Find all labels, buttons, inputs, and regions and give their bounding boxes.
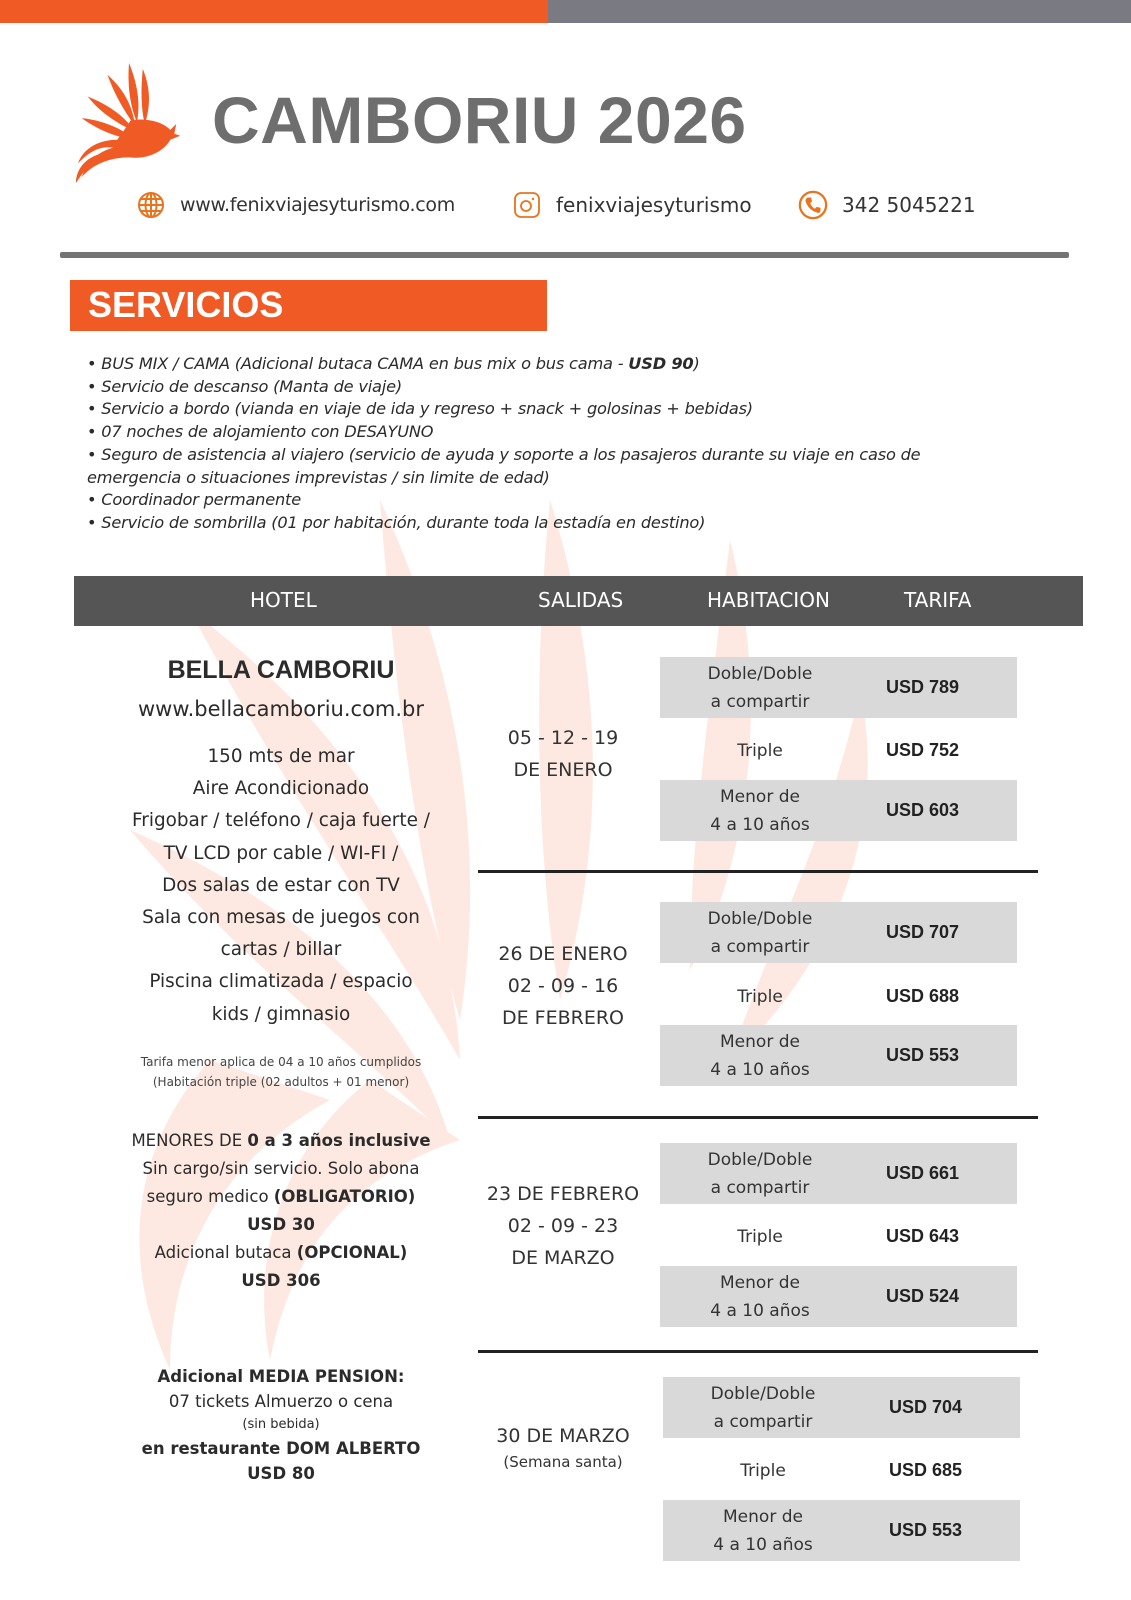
hotel-name: BELLA CAMBORIU (167, 656, 395, 684)
page-title: CAMBORIU 2026 (212, 83, 747, 157)
rate-row (660, 1206, 1017, 1267)
service-item: • Coordinador permanente (87, 490, 301, 510)
date-line: 02 - 09 - 16 (507, 975, 619, 997)
rate-row (663, 1440, 1020, 1501)
rate-row (660, 780, 1017, 841)
rate-row (660, 1143, 1017, 1204)
date-line: 30 DE MARZO (496, 1425, 630, 1447)
room-type: Triple (737, 740, 783, 761)
half-board-line: (sin bebida) (242, 1417, 320, 1432)
bus-cama-price: USD 90 (628, 354, 694, 373)
header-hotel: HOTEL (250, 588, 317, 612)
departure-dates (478, 722, 648, 786)
service-item: • 07 noches de alojamiento con DESAYUNO (87, 422, 434, 442)
service-item: • Servicio a bordo (vianda en viaje de ida y regreso + snack + golosinas + bebidas) (87, 399, 753, 419)
rate-price: USD 707 (886, 922, 960, 942)
service-item: • Servicio de descanso (Manta de viaje) (87, 376, 402, 396)
phoenix-logo (72, 60, 190, 185)
departure-dates (478, 938, 648, 1034)
room-type: Doble/Doble a compartir (707, 1149, 813, 1198)
block-divider (478, 1116, 1038, 1119)
phone-icon (798, 190, 828, 220)
services-heading-banner (70, 280, 547, 331)
block-divider (478, 1350, 1038, 1353)
instagram-icon (512, 190, 542, 220)
globe-icon (136, 190, 166, 220)
amenity: Frigobar / teléfono / caja fuerte / (132, 810, 430, 832)
rate-price: USD 685 (889, 1460, 963, 1480)
contact-phone[interactable] (798, 186, 976, 224)
rate-price: USD 643 (886, 1226, 960, 1246)
top-accent-bar-orange (0, 0, 548, 23)
infants-seat-price: USD 306 (241, 1271, 321, 1290)
date-line: DE FEBRERO (501, 1007, 624, 1029)
amenity: Piscina climatizada / espacio (149, 971, 413, 993)
service-item: • Servicio de sombrilla (01 por habitación, durante toda la estadía en destino) (87, 512, 706, 532)
half-board-restaurant: en restaurante DOM ALBERTO (141, 1439, 421, 1458)
infants-line: Sin cargo/sin servicio. Solo abona (142, 1159, 420, 1178)
amenity: cartas / billar (220, 939, 342, 961)
date-line: 23 DE FEBRERO (486, 1183, 640, 1205)
date-line: DE MARZO (511, 1247, 615, 1269)
amenity: TV LCD por cable / WI-FI / (163, 842, 399, 864)
infants-insurance-price: USD 30 (247, 1215, 315, 1234)
rate-price: USD 789 (886, 677, 960, 697)
website-link[interactable]: www.fenixviajesyturismo.com (180, 194, 455, 216)
room-type: Menor de 4 a 10 años (713, 1506, 813, 1555)
departure-dates (478, 1178, 648, 1274)
amenity: 150 mts de mar (207, 746, 355, 767)
service-item: • Seguro de asistencia al viajero (servicio de ayuda y soporte a los pasajeros durante su viaje en caso de emergencia o situaciones imprevistas / sin limite de edad) (87, 444, 921, 487)
rate-row (660, 1266, 1017, 1327)
phone-number[interactable]: 342 5045221 (842, 193, 976, 217)
top-accent-bar-gray (548, 0, 1131, 23)
departure-dates (478, 1420, 648, 1472)
child-rate-note (100, 1053, 462, 1092)
note-line: Tarifa menor aplica de 04 a 10 años cumplidos (140, 1055, 422, 1069)
date-line: 02 - 09 - 23 (507, 1215, 619, 1237)
services-list (87, 353, 1007, 535)
room-type: Triple (737, 1226, 783, 1247)
rate-row (663, 1500, 1020, 1561)
block-divider (478, 870, 1038, 873)
rate-row (660, 720, 1017, 781)
amenity: kids / gimnasio (211, 1003, 351, 1025)
room-type: Menor de 4 a 10 años (710, 1031, 810, 1080)
rate-row (660, 902, 1017, 963)
rate-price: USD 688 (886, 986, 960, 1006)
date-note: (Semana santa) (503, 1453, 623, 1471)
room-type: Menor de 4 a 10 años (710, 1272, 810, 1321)
rate-price: USD 524 (886, 1286, 960, 1306)
infants-line: MENORES DE 0 a 3 años inclusive (131, 1131, 431, 1150)
instagram-handle[interactable]: fenixviajesyturismo (556, 193, 752, 217)
rate-price: USD 661 (886, 1163, 960, 1183)
contact-website[interactable] (136, 186, 455, 224)
half-board-line: 07 tickets Almuerzo o cena (168, 1392, 394, 1411)
date-line: 05 - 12 - 19 (507, 727, 619, 749)
rate-row (660, 966, 1017, 1027)
half-board-title: Adicional MEDIA PENSION: (157, 1367, 405, 1386)
service-item: • BUS MIX / CAMA (Adicional butaca CAMA en bus mix o bus cama - USD 90) (87, 354, 700, 373)
rate-row (660, 1025, 1017, 1086)
hotel-amenities (100, 741, 462, 1031)
services-heading: SERVICIOS (88, 284, 284, 325)
infants-line: seguro medico (OBLIGATORIO) (146, 1187, 416, 1206)
rate-price: USD 603 (886, 800, 960, 820)
header-salidas: SALIDAS (538, 588, 624, 612)
rates-table-header (74, 576, 1083, 626)
amenity: Sala con mesas de juegos con (142, 907, 420, 929)
amenity: Aire Acondicionado (192, 778, 370, 800)
hotel-url[interactable]: www.bellacamboriu.com.br (137, 697, 425, 721)
room-type: Triple (740, 1460, 786, 1481)
room-type: Menor de 4 a 10 años (710, 786, 810, 835)
amenity: Dos salas de estar con TV (162, 874, 400, 896)
room-type: Doble/Doble a compartir (710, 1383, 816, 1432)
rate-row (660, 657, 1017, 718)
date-line: DE ENERO (513, 759, 613, 781)
rate-price: USD 553 (889, 1520, 963, 1540)
room-type: Triple (737, 986, 783, 1007)
header-habitacion: HABITACION (707, 588, 830, 612)
note-line: (Habitación triple (02 adultos + 01 menor) (152, 1074, 410, 1089)
room-type: Doble/Doble a compartir (707, 908, 813, 957)
contact-instagram[interactable] (512, 186, 752, 224)
room-type: Doble/Doble a compartir (707, 663, 813, 712)
half-board-price: USD 80 (247, 1464, 315, 1483)
rate-price: USD 704 (889, 1397, 963, 1417)
date-line: 26 DE ENERO (498, 943, 628, 965)
rate-price: USD 553 (886, 1045, 960, 1065)
infants-policy (100, 1127, 462, 1295)
rate-row (663, 1377, 1020, 1438)
infants-line: Adicional butaca (OPCIONAL) (154, 1243, 408, 1262)
rate-price: USD 752 (886, 740, 960, 760)
header-divider (60, 252, 1069, 258)
half-board-addon (100, 1364, 462, 1486)
header-tarifa: TARIFA (904, 588, 972, 612)
